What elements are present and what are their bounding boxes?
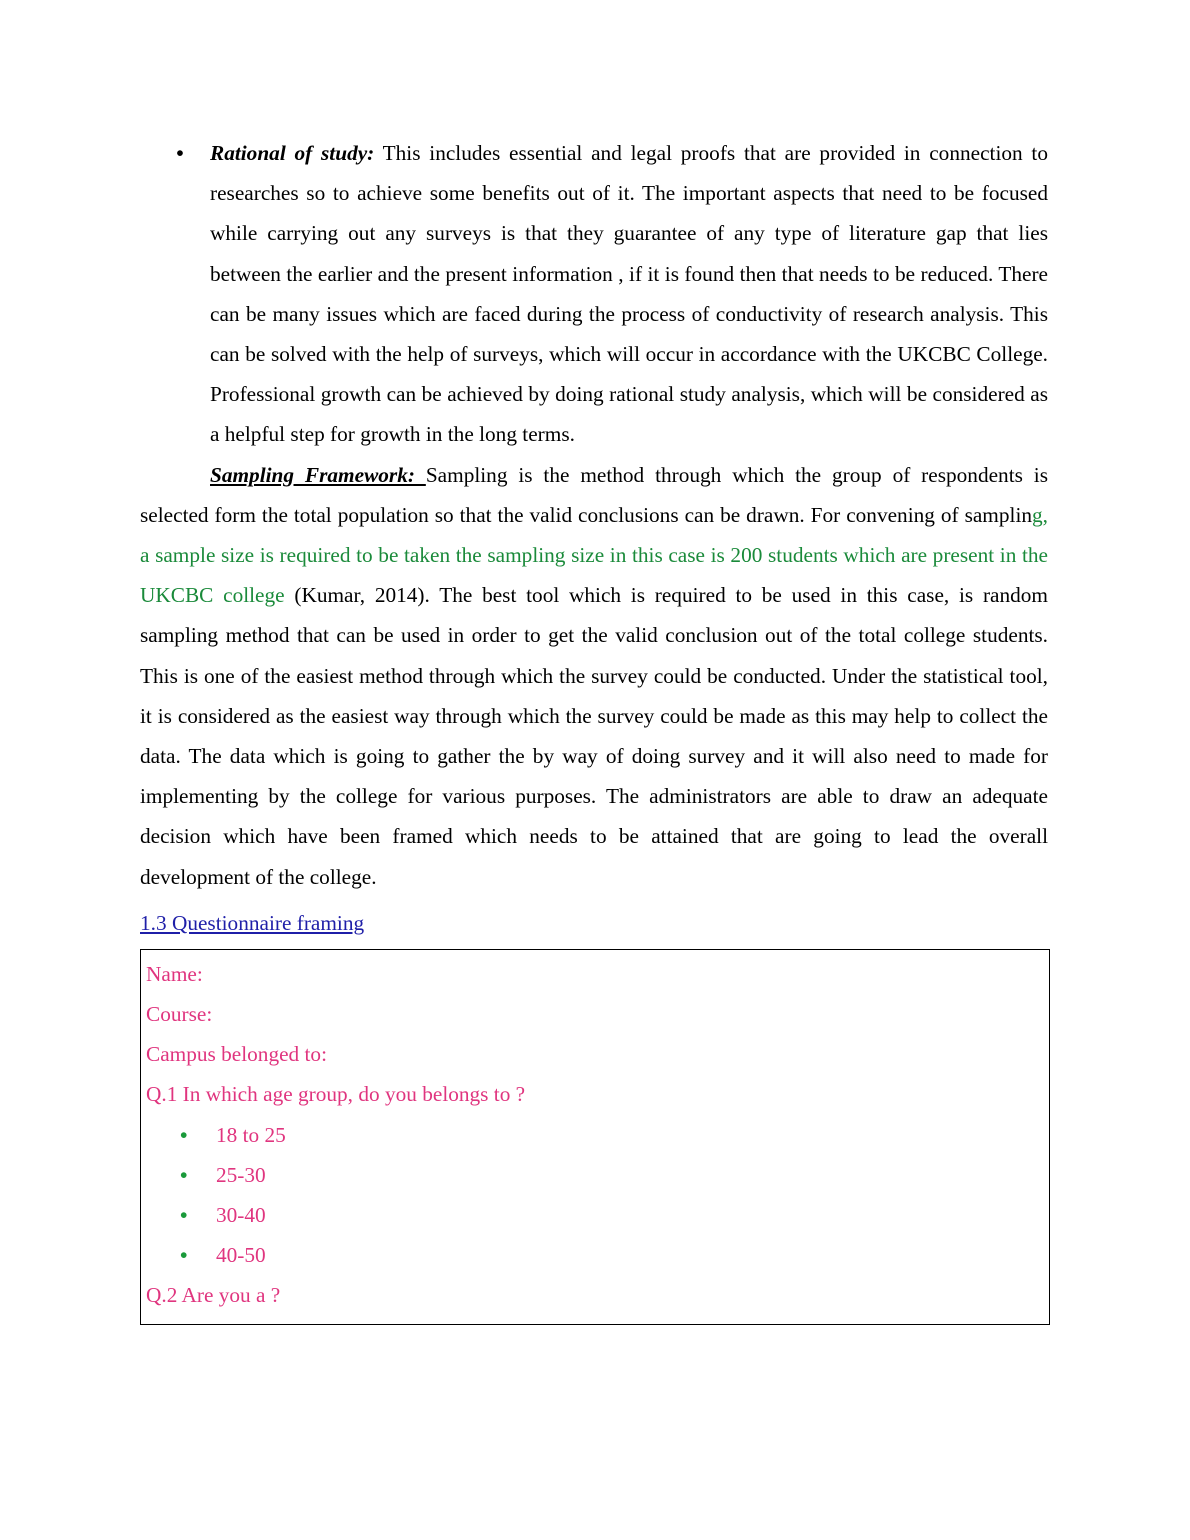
bullet-icon: • xyxy=(176,141,184,165)
document-page xyxy=(140,133,1048,1325)
q1-option-item xyxy=(146,1235,1044,1275)
sampling-text-before: Sampling is the method through which the group of respondents is selected form the total population so that the valid conclusions can be drawn. For convening of samplin xyxy=(140,462,1048,527)
rational-label: Rational of study: xyxy=(210,141,375,165)
course-label: Course: xyxy=(146,1002,213,1027)
q1-option-item xyxy=(146,1195,1044,1235)
bullet-icon: • xyxy=(180,1203,188,1228)
rational-of-study-item xyxy=(176,133,1048,455)
q1-option-item xyxy=(146,1115,1044,1155)
q1-option-label: 40-50 xyxy=(216,1243,266,1268)
name-label: Name: xyxy=(146,961,203,986)
sampling-framework-paragraph xyxy=(140,455,1048,897)
campus-label: Campus belonged to: xyxy=(146,1042,328,1067)
question-1: Q.1 In which age group, do you belongs to ? xyxy=(146,1082,526,1107)
bullet-icon: • xyxy=(180,1122,188,1147)
q1-option-item xyxy=(146,1155,1044,1195)
q1-option-label: 30-40 xyxy=(216,1203,266,1228)
question-2: Q.2 Are you a ? xyxy=(146,1283,281,1308)
section-heading-questionnaire[interactable]: 1.3 Questionnaire framing xyxy=(140,910,365,935)
questionnaire-box xyxy=(140,949,1050,1325)
bullet-icon: • xyxy=(180,1243,188,1268)
sampling-text-after: (Kumar, 2014). The best tool which is required to be used in this case, is random sampling method that can be used in order to get the valid conclusion out of the total college students. This is one of the easiest method through which the survey could be conducted. Under the statistical tool, it is considered as the easiest way through which the survey could be made as this may help to collect the data. The data which is going to gather the by way of doing survey and it will also need to made for implementing by the college for various purposes. The administrators are able to draw an adequate decision which have been framed which needs to be attained that are going to lead the overall development of the college. xyxy=(140,583,1048,889)
bullet-icon: • xyxy=(180,1162,188,1187)
q1-option-label: 25-30 xyxy=(216,1162,266,1187)
rational-text: This includes essential and legal proofs that are provided in connection to researches so to achieve some benefits out of it. The important aspects that need to be focused while carrying out any surveys is that they guarantee of any type of literature gap that lies between the earlier and the present information , if it is found then that needs to be reduced. There can be many issues which are faced during the process of conductivity of research analysis. This can be solved with the help of surveys, which will occur in accordance with the UKCBC College. Professional growth can be achieved by doing rational study analysis, which will be considered as a helpful step for growth in the long terms. xyxy=(210,141,1048,447)
q1-option-label: 18 to 25 xyxy=(216,1122,286,1147)
sampling-label: Sampling Framework: xyxy=(210,462,426,487)
sampling-text-highlight: g, a sample size is required to be taken the sampling size in this case is 200 students which are present in the UKCBC college xyxy=(140,502,1048,608)
